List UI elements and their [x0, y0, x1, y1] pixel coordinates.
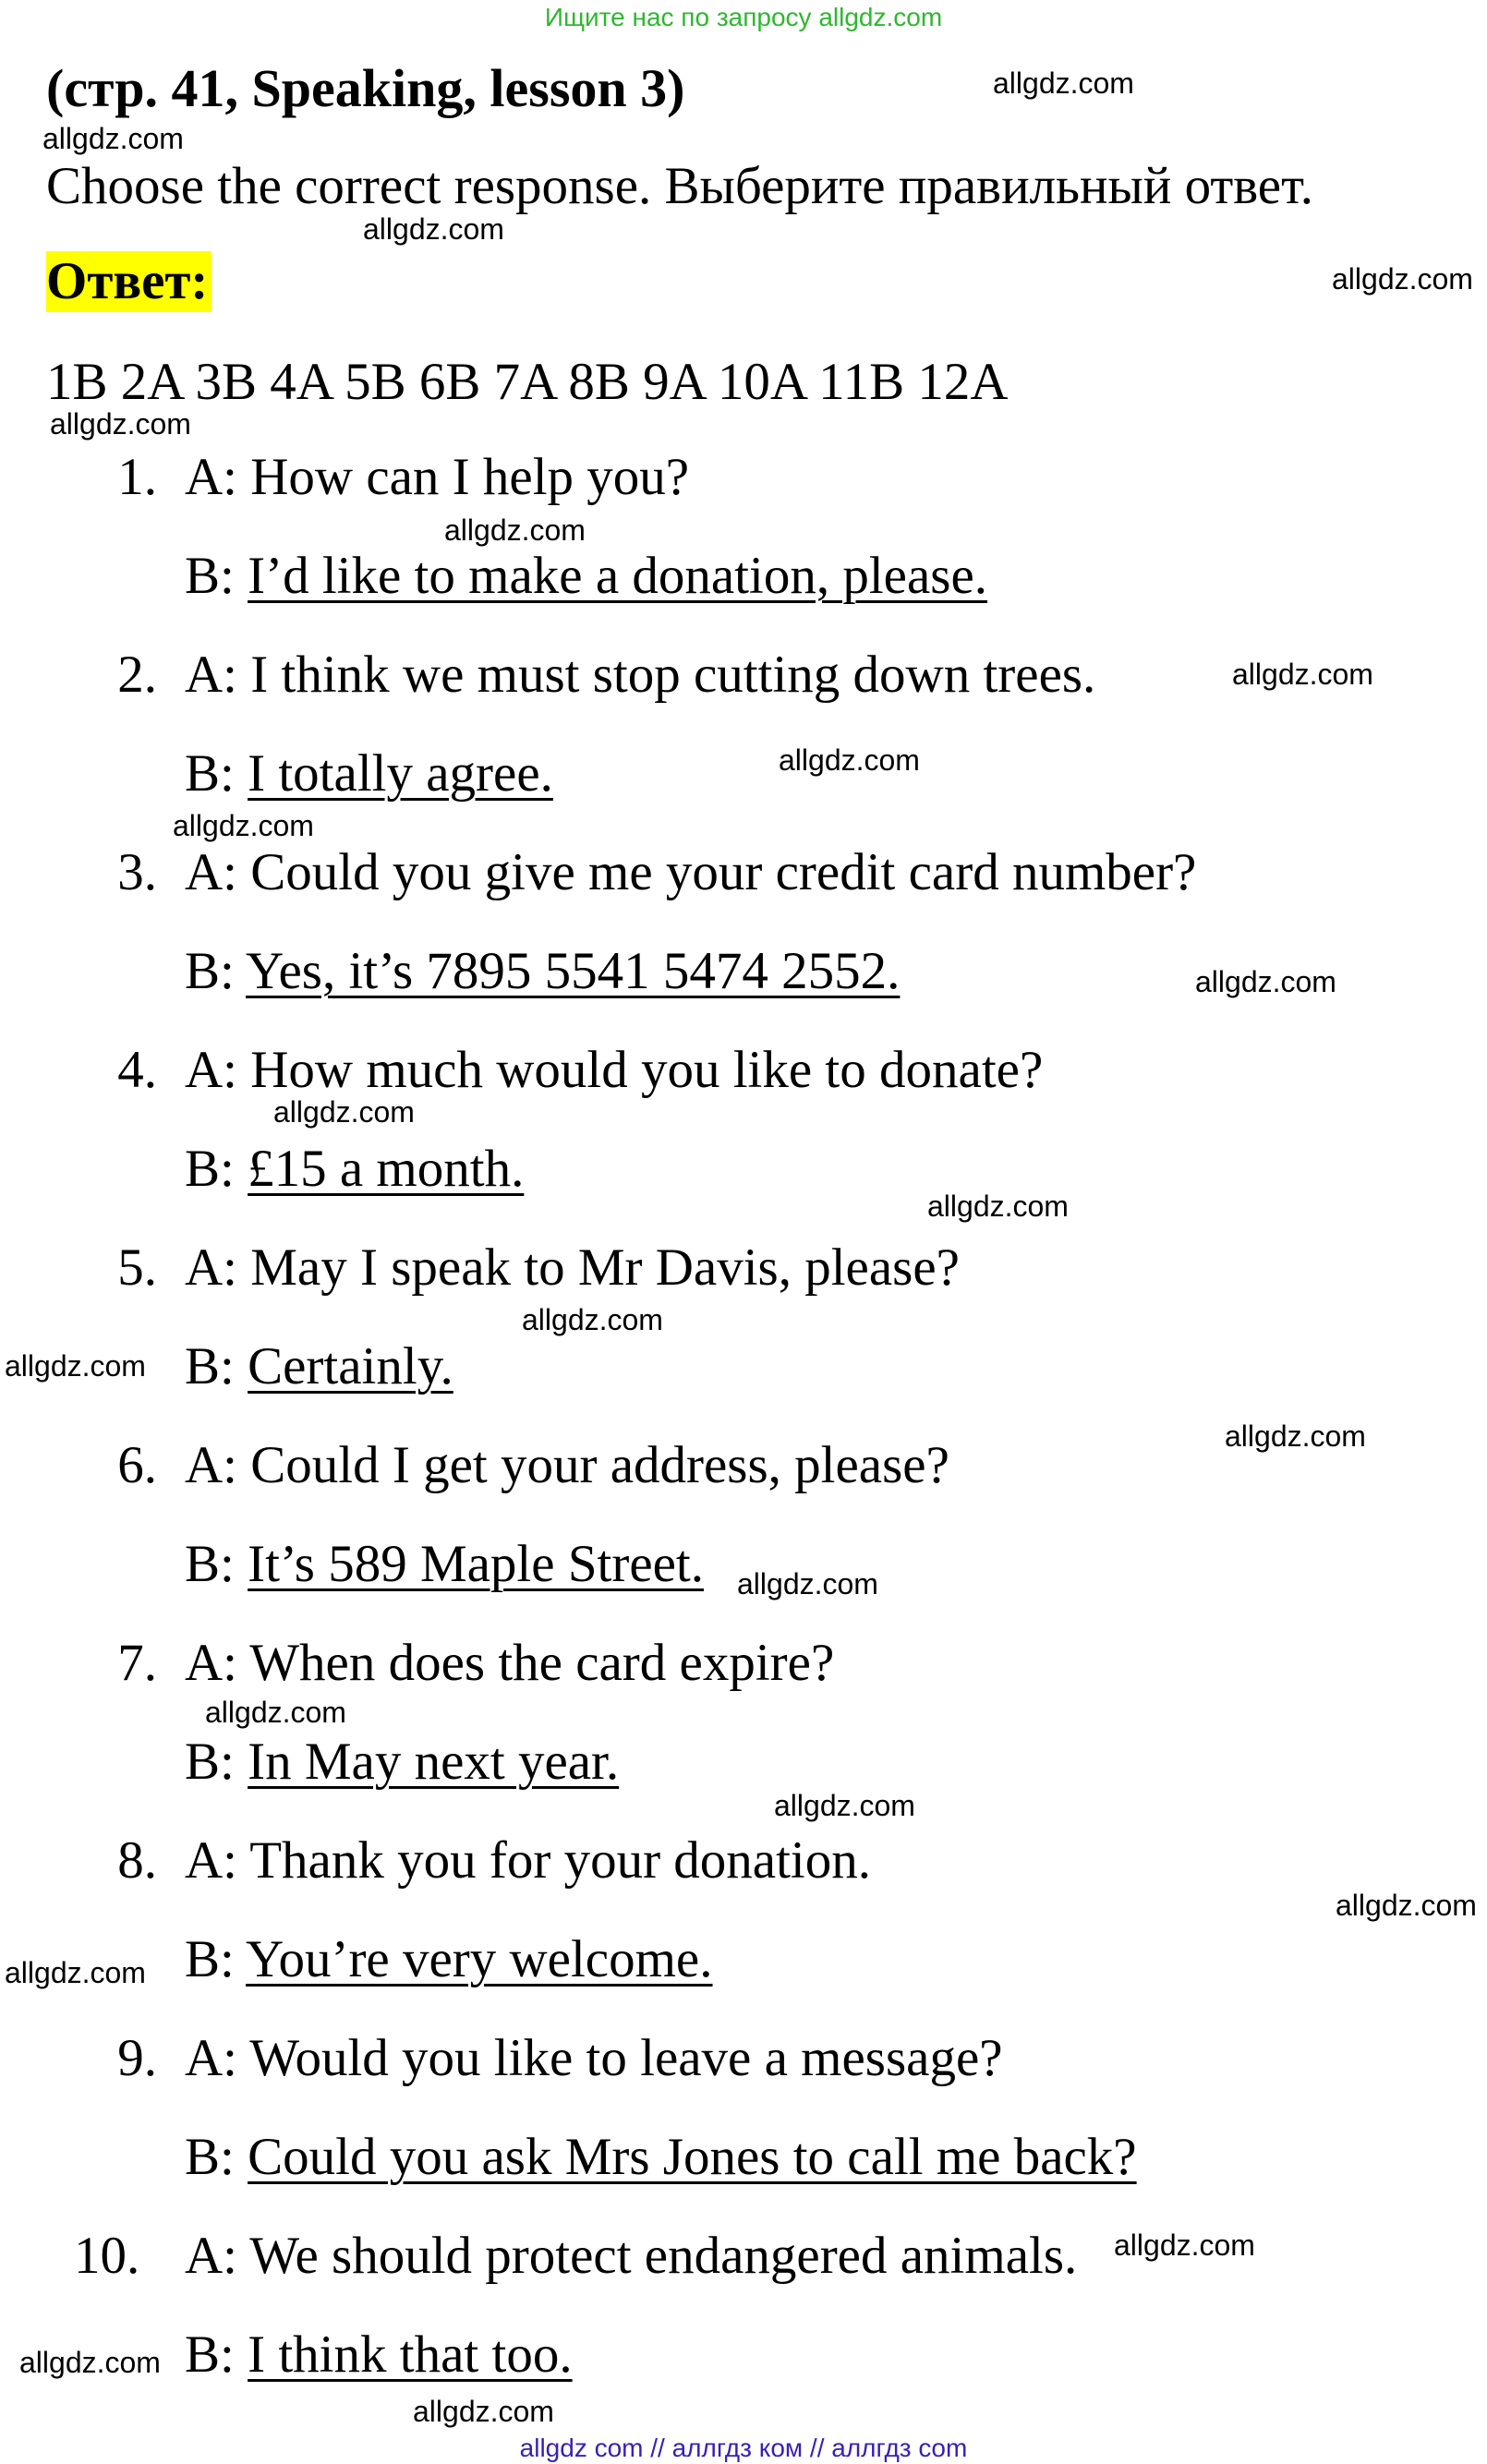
- answer-key: 1B 2A 3B 4A 5B 6B 7A 8B 9A 10A 11B 12A: [46, 353, 1009, 411]
- answer-label: Ответ:: [46, 251, 212, 312]
- dialogue-number: 4.: [117, 1041, 157, 1099]
- dialogue-line-b: [185, 940, 900, 1003]
- watermark: allgdz.com: [737, 1567, 878, 1600]
- instruction-text: Choose the correct response. Выберите правильный ответ.: [46, 157, 1313, 215]
- response-answer: I think that too.: [248, 2325, 573, 2384]
- line-a-text: We should protect endangered animals.: [249, 2227, 1078, 2285]
- watermark: allgdz.com: [779, 743, 920, 777]
- line-a-text: Thank you for your donation.: [249, 1831, 872, 1890]
- watermark: allgdz.com: [1336, 1889, 1477, 1922]
- watermark: allgdz.com: [993, 66, 1134, 100]
- response-answer: Yes, it’s 7895 5541 5474 2552.: [246, 942, 901, 1000]
- watermark: allgdz.com: [273, 1095, 415, 1129]
- speaker-b: B:: [185, 1337, 248, 1395]
- dialogue-line-b: [185, 2324, 573, 2386]
- watermark: allgdz.com: [1114, 2228, 1255, 2262]
- line-a-text: May I speak to Mr Davis, please?: [250, 1238, 960, 1297]
- page-title: (стр. 41, Speaking, lesson 3): [46, 58, 685, 118]
- response-answer: In May next year.: [248, 1733, 620, 1791]
- dialogue-number: 3.: [117, 843, 157, 901]
- dialogue-line-a: [185, 2027, 1003, 2090]
- speaker-b: B:: [185, 2325, 248, 2384]
- watermark: allgdz.com: [413, 2395, 554, 2428]
- response-answer: It’s 589 Maple Street.: [248, 1535, 705, 1593]
- top-banner[interactable]: Ищите нас по запросу allgdz.com: [544, 3, 943, 31]
- line-a-text: How much would you like to donate?: [250, 1041, 1044, 1099]
- dialogue-line-a: [185, 1434, 949, 1497]
- dialogue-number: 10.: [74, 2227, 140, 2285]
- watermark: allgdz.com: [205, 1696, 346, 1729]
- dialogue-line-b: [185, 1335, 453, 1398]
- speaker-b: B:: [185, 2128, 248, 2186]
- watermark: allgdz.com: [1232, 658, 1373, 691]
- line-a-text: Could you give me your credit card number?: [250, 843, 1197, 901]
- speaker-b: B:: [185, 1535, 248, 1593]
- dialogue-line-a: [185, 446, 689, 509]
- dialogue-line-a: [185, 841, 1196, 904]
- line-a-text: Would you like to leave a message?: [249, 2029, 1003, 2087]
- line-a-text: I think we must stop cutting down trees.: [250, 646, 1096, 704]
- bottom-banner[interactable]: allgdz com // аллгдз ком // аллгдз com: [519, 2434, 968, 2462]
- speaker-b: B:: [185, 1140, 248, 1198]
- speaker-a: A:: [185, 1041, 251, 1099]
- dialogue-line-a: [185, 644, 1095, 707]
- watermark: allgdz.com: [42, 122, 184, 155]
- dialogue-number: 7.: [117, 1634, 157, 1692]
- speaker-a: A:: [185, 1238, 251, 1297]
- speaker-b: B:: [185, 744, 248, 803]
- speaker-a: A:: [185, 843, 251, 901]
- dialogue-number: 2.: [117, 646, 157, 704]
- speaker-a: A:: [185, 1634, 250, 1692]
- watermark: allgdz.com: [19, 2346, 161, 2379]
- dialogue-line-b: [185, 2126, 1137, 2189]
- dialogue-line-b: [185, 1533, 704, 1596]
- response-answer: You’re very welcome.: [246, 1930, 713, 1988]
- watermark: allgdz.com: [5, 1349, 146, 1383]
- speaker-a: A:: [185, 1436, 251, 1494]
- dialogue-line-b: [185, 1928, 713, 1991]
- speaker-b: B:: [185, 1733, 248, 1791]
- response-answer: I’d like to make a donation, please.: [248, 547, 988, 605]
- speaker-a: A:: [185, 1831, 250, 1890]
- watermark: allgdz.com: [5, 1956, 146, 1989]
- watermark: allgdz.com: [444, 513, 586, 547]
- dialogue-line-a: [185, 1830, 871, 1892]
- dialogue-number: 9.: [117, 2029, 157, 2087]
- dialogue-number: 6.: [117, 1436, 157, 1494]
- dialogue-line-a: [185, 1632, 834, 1695]
- watermark: allgdz.com: [774, 1789, 915, 1822]
- watermark: allgdz.com: [50, 407, 191, 441]
- dialogue-line-b: [185, 1731, 619, 1794]
- watermark: allgdz.com: [363, 212, 504, 246]
- response-answer: I totally agree.: [248, 744, 553, 803]
- watermark: allgdz.com: [1332, 262, 1473, 296]
- dialogue-number: 1.: [117, 448, 157, 506]
- speaker-a: A:: [185, 646, 251, 704]
- watermark: allgdz.com: [522, 1303, 663, 1336]
- speaker-b: B:: [185, 547, 248, 605]
- watermark: allgdz.com: [1195, 965, 1336, 998]
- response-answer: Could you ask Mrs Jones to call me back?: [248, 2128, 1137, 2186]
- dialogue-line-b: [185, 545, 987, 608]
- dialogue-line-b: [185, 743, 553, 805]
- watermark: allgdz.com: [1225, 1419, 1366, 1453]
- watermark: allgdz.com: [927, 1190, 1069, 1223]
- dialogue-number: 5.: [117, 1238, 157, 1297]
- dialogue-line-b: [185, 1138, 524, 1201]
- watermark: allgdz.com: [173, 809, 314, 842]
- dialogue-line-a: [185, 2225, 1077, 2288]
- dialogue-number: 8.: [117, 1831, 157, 1890]
- speaker-b: B:: [185, 1930, 246, 1988]
- dialogue-line-a: [185, 1237, 960, 1299]
- response-answer: £15 a month.: [248, 1140, 525, 1198]
- response-answer: Certainly.: [248, 1337, 453, 1395]
- line-a-text: How can I help you?: [250, 448, 690, 506]
- speaker-a: A:: [185, 2227, 250, 2285]
- line-a-text: Could I get your address, please?: [250, 1436, 949, 1494]
- line-a-text: When does the card expire?: [249, 1634, 835, 1692]
- speaker-a: A:: [185, 448, 251, 506]
- speaker-a: A:: [185, 2029, 250, 2087]
- dialogue-line-a: [185, 1039, 1043, 1102]
- speaker-b: B:: [185, 942, 246, 1000]
